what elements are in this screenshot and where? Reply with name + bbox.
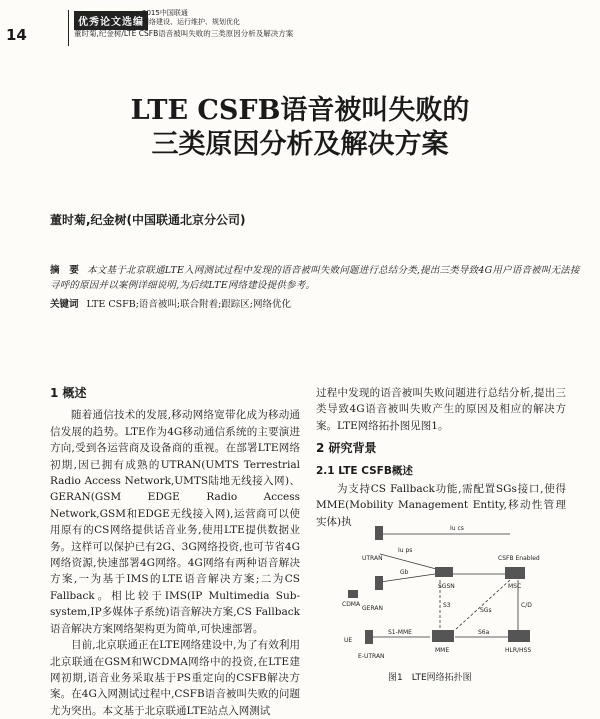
mme-node-icon bbox=[432, 630, 454, 642]
issue-info bbox=[142, 9, 262, 27]
label-sgs: SGs bbox=[480, 607, 492, 614]
header-divider bbox=[68, 10, 69, 46]
page-number: 14 bbox=[6, 26, 27, 44]
label-utran: UTRAN bbox=[362, 555, 383, 562]
section-1-heading: 1 概述 bbox=[50, 386, 87, 400]
abstract bbox=[50, 263, 580, 293]
issue-line-2: 网络建设、运行维护、规划优化 bbox=[142, 18, 240, 26]
label-eutran: E-UTRAN bbox=[358, 653, 385, 660]
figure-caption: 图1 LTE网络拓扑图 bbox=[388, 673, 472, 683]
abstract-label: 摘 要 bbox=[50, 265, 80, 276]
iu-ps-link bbox=[380, 554, 440, 570]
label-s3: S3 bbox=[443, 602, 451, 609]
label-hss: HLR/HSS bbox=[505, 647, 532, 654]
label-cd: C/D bbox=[521, 602, 532, 609]
sgs-link bbox=[455, 580, 510, 630]
authors: 董时菊,纪金树(中国联通北京分公司) bbox=[50, 213, 246, 227]
cdma-phone-icon bbox=[348, 590, 358, 598]
label-iu-cs: Iu cs bbox=[450, 525, 464, 532]
section-2-1-heading: 2.1 LTE CSFB概述 bbox=[316, 464, 413, 477]
sgsn-node-icon bbox=[435, 567, 453, 577]
left-column bbox=[50, 385, 300, 719]
label-csfb: CSFB Enabled bbox=[498, 555, 540, 562]
section-1-paragraph-1: 随着通信技术的发展,移动网络宽带化成为移动通信发展的趋势。LTE作为4G移动通信系统的主要演进方向,受到各运营商及设备商的重视。在部署LTE网络初期,因已拥有成熟的UTRAN(UMTS Terrestrial Radio Access Network,UMTS陆地无线接入网)、GERAN(GSM EDGE Radio Access Network,GSM和EDGE无线接入网),运营商可以使用原有的CS网络提供话音业务,使用LTE提供数据业务。这样可以保护已有2G、3G网络投资,也可节省4G网络资源,快速部署4G网络。4G网络有两种语音解决方案,一为基于IMS的LTE语音解决方案;二为CS Fallback。相比较于IMS(IP Multimedia Sub-system,IP多媒体子系统)语音解决方案,CS Fallback语音解决方案网络架构更为简单,可快速部署。 bbox=[50, 409, 300, 635]
msc-node-icon bbox=[505, 567, 525, 579]
section-1-paragraph-2: 目前,北京联通正在LTE网络建设中,为了有效利用北京联通在GSM和WCDMA网络中的投资,在LTE建网初期,语音业务采取基于PS重定向的CSFB解决方案。在4G入网测试过程中,CSFB语音被叫失败的问题尤为突出。本文基于北京联通LTE站点入网测试 bbox=[50, 639, 300, 717]
label-mme: MME bbox=[435, 647, 450, 654]
eutran-tower-icon bbox=[365, 630, 373, 644]
label-ue: UE bbox=[344, 637, 353, 644]
utran-tower-icon bbox=[375, 526, 383, 540]
label-iu-ps: Iu ps bbox=[398, 547, 413, 554]
section-2-heading: 2 研究背景 bbox=[316, 441, 377, 456]
keywords-text: LTE CSFB;语音被叫;联合附着;跟踪区;网络优化 bbox=[86, 299, 291, 310]
keywords-label: 关键词 bbox=[50, 299, 79, 310]
article-title bbox=[0, 94, 600, 162]
label-cdma: CDMA bbox=[342, 601, 361, 608]
page-header bbox=[0, 6, 600, 46]
section-2-paragraph-1: 为支持CS Fallback功能,需配置SGs接口,使得MME(Mobility Management Entity,移动性管理实体)执 bbox=[316, 483, 566, 528]
right-column bbox=[316, 385, 566, 530]
label-s6a: S6a bbox=[478, 629, 490, 636]
issue-line-1: 2015中国联通 bbox=[142, 9, 188, 17]
figure-lte-topology bbox=[340, 512, 555, 662]
topology-diagram bbox=[340, 512, 555, 662]
column-badge: 优秀论文选编 bbox=[74, 11, 148, 30]
label-sgsn: SGSN bbox=[438, 583, 455, 590]
abstract-text: 本文基于北京联通LTE入网测试过程中发现的语音被叫失败问题进行总结分类,提出三类导致4G用户语音被叫无法接寻呼的原因并以案例详细说明,为后续LTE网络建设提供参考。 bbox=[50, 265, 580, 291]
section-1-paragraph-3: 过程中发现的语音被叫失败问题进行总结分析,提出三类导致4G语音被叫失败产生的原因及相应的解决方案。LTE网络拓扑图见图1。 bbox=[316, 387, 566, 432]
running-title: 董时菊,纪金树/LTE CSFB语音被叫失败的三类原因分析及解决方案 bbox=[74, 29, 294, 38]
title-line-1: LTE CSFB语音被叫失败的 bbox=[130, 95, 470, 126]
label-s1-mme: S1-MME bbox=[388, 629, 412, 636]
keywords bbox=[50, 296, 580, 310]
title-line-2: 三类原因分析及解决方案 bbox=[151, 129, 449, 160]
label-msc: MSC bbox=[508, 583, 522, 590]
geran-tower-icon bbox=[375, 576, 383, 590]
hss-node-icon bbox=[508, 630, 530, 642]
label-gb: Gb bbox=[400, 569, 409, 576]
label-geran: GERAN bbox=[362, 605, 383, 612]
